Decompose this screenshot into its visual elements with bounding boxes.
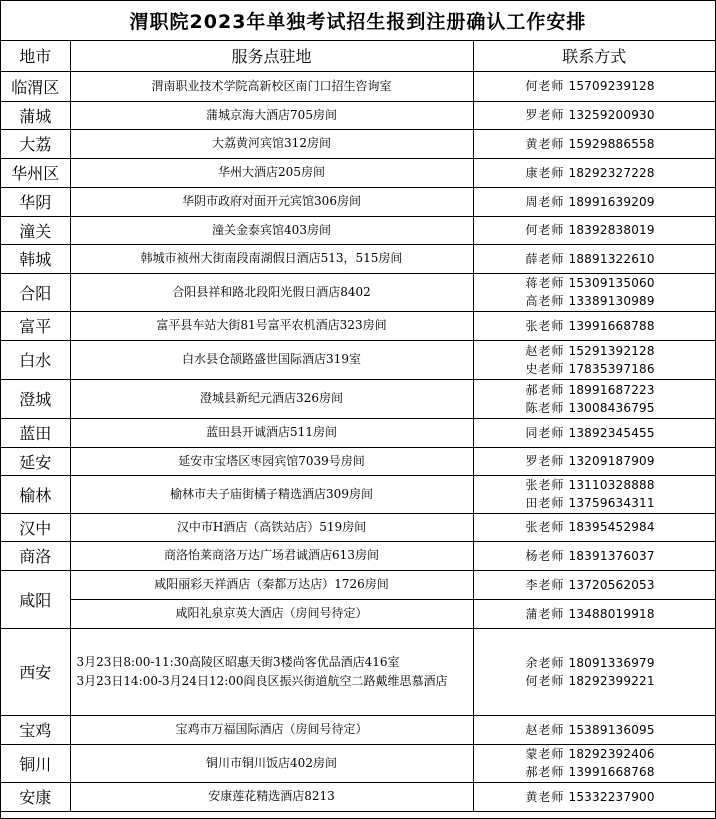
location-cell — [70, 447, 473, 475]
contact-name: 赵老师 — [525, 343, 565, 358]
table-row — [1, 744, 715, 782]
table-row — [1, 570, 715, 599]
location-cell — [70, 158, 473, 187]
contact-line — [526, 547, 716, 565]
schedule-table — [1, 41, 715, 812]
table-row — [1, 311, 715, 340]
table-row — [1, 273, 715, 311]
contact-line — [526, 135, 716, 153]
table-row — [1, 599, 715, 628]
city-cell: 澄城 — [1, 379, 70, 418]
location-cell — [70, 541, 473, 570]
contact-name: 赵老师 — [525, 722, 565, 737]
contact-cell — [473, 71, 715, 101]
contact-phone: 13259200930 — [568, 108, 655, 122]
contact-name: 蒋老师 — [525, 276, 565, 290]
contact-phone: 18292327228 — [568, 165, 655, 180]
contact-cell — [473, 311, 715, 340]
contact-cell — [473, 628, 715, 715]
table-row — [1, 475, 715, 513]
location-line: 渭南职业技术学院高新校区南门口招生咨询室 — [151, 78, 392, 93]
contact-cell — [473, 187, 715, 216]
location-cell — [70, 216, 473, 244]
location-cell — [70, 782, 473, 811]
contact-name: 张老师 — [525, 318, 565, 333]
location-cell — [70, 379, 473, 418]
contact-phone: 15291392128 — [568, 343, 655, 358]
location-line: 韩城市祯州大街南段南湖假日酒店513，515房间 — [140, 251, 403, 265]
location-line: 华州大酒店205房间 — [218, 165, 325, 179]
contact-cell — [473, 101, 715, 129]
contact-line — [526, 164, 716, 182]
location-cell — [70, 340, 473, 379]
contact-line — [526, 342, 716, 360]
location-line: 榆林市夫子庙街橘子精选酒店309房间 — [170, 486, 373, 501]
contact-name: 余老师 — [525, 655, 565, 670]
contact-phone: 13008436795 — [568, 400, 655, 415]
contact-cell — [473, 782, 715, 811]
city-cell: 临渭区 — [1, 71, 70, 101]
contact-phone: 15929886558 — [568, 136, 655, 151]
contact-line — [526, 672, 716, 690]
contact-name: 史老师 — [525, 361, 565, 376]
location-line: 汉中市H酒店（高铁站店）519房间 — [176, 519, 367, 534]
city-cell: 潼关 — [1, 216, 70, 244]
table-row — [1, 541, 715, 570]
contact-name: 何老师 — [525, 673, 565, 688]
contact-phone: 13389130989 — [568, 294, 655, 308]
contact-name: 陈老师 — [525, 400, 565, 415]
contact-cell — [473, 447, 715, 475]
contact-cell — [473, 379, 715, 418]
contact-phone: 15389136095 — [568, 722, 655, 737]
location-cell — [70, 187, 473, 216]
contact-name: 罗老师 — [525, 108, 565, 122]
contact-line — [526, 274, 716, 292]
location-line: 合阳县祥和路北段阳光假日酒店8402 — [172, 284, 371, 299]
contact-line — [526, 381, 716, 399]
contact-line — [526, 576, 716, 594]
contact-phone: 18292399221 — [568, 673, 655, 688]
location-line: 富平县车站大街81号富平农机酒店323房间 — [156, 318, 387, 332]
contact-phone: 13110328888 — [568, 478, 655, 492]
contact-phone: 13759634311 — [568, 496, 655, 510]
contact-cell — [473, 418, 715, 447]
contact-line — [526, 424, 716, 442]
contact-cell — [473, 273, 715, 311]
contact-phone: 18991639209 — [568, 194, 655, 209]
contact-line — [526, 106, 716, 124]
header-location: 服务点驻地 — [70, 41, 473, 71]
contact-line — [526, 193, 716, 211]
table-row — [1, 101, 715, 129]
city-cell: 华阴 — [1, 187, 70, 216]
contact-phone: 17835397186 — [568, 361, 655, 376]
contact-line — [526, 452, 716, 470]
table-row — [1, 216, 715, 244]
contact-phone: 18091336979 — [568, 655, 655, 670]
document-title: 渭职院2023年单独考试招生报到注册确认工作安排 — [1, 1, 715, 41]
table-row — [1, 782, 715, 811]
contact-phone: 13209187909 — [568, 454, 655, 468]
contact-name: 同老师 — [525, 425, 565, 440]
contact-phone: 15709239128 — [568, 79, 655, 93]
contact-line — [526, 399, 716, 417]
contact-name: 张老师 — [525, 478, 565, 492]
contact-name: 黄老师 — [525, 789, 565, 804]
contact-cell — [473, 570, 715, 599]
contact-phone: 18392838019 — [568, 223, 655, 237]
location-line: 铜川市铜川饭店402房间 — [206, 755, 337, 770]
location-line: 安康莲花精选酒店8213 — [208, 789, 335, 803]
contact-phone: 18391376037 — [568, 548, 655, 563]
contact-line — [526, 494, 716, 512]
contact-line — [526, 360, 716, 378]
location-line: 潼关金泰宾馆403房间 — [212, 222, 331, 237]
location-line: 澄城县新纪元酒店326房间 — [200, 391, 343, 405]
city-cell: 华州区 — [1, 158, 70, 187]
contact-phone: 15332237900 — [568, 789, 655, 804]
table-row — [1, 513, 715, 541]
contact-phone: 13892345455 — [568, 425, 655, 440]
location-cell — [70, 475, 473, 513]
location-cell — [70, 513, 473, 541]
location-cell — [70, 418, 473, 447]
header-city: 地市 — [1, 41, 70, 71]
contact-line — [526, 518, 716, 536]
contact-cell — [473, 129, 715, 158]
table-row — [1, 628, 715, 715]
city-cell: 合阳 — [1, 273, 70, 311]
contact-name: 高老师 — [525, 294, 565, 308]
location-cell — [70, 628, 473, 715]
contact-phone: 13991668768 — [568, 765, 655, 779]
header-contact: 联系方式 — [473, 41, 715, 71]
contact-cell — [473, 244, 715, 273]
location-cell: 咸阳礼泉京英大酒店（房间号待定） — [70, 599, 473, 628]
contact-name: 张老师 — [525, 520, 565, 534]
contact-cell — [473, 475, 715, 513]
city-cell: 蒲城 — [1, 101, 70, 129]
table-row — [1, 715, 715, 744]
contact-phone: 13991668788 — [568, 318, 655, 333]
city-cell: 蓝田 — [1, 418, 70, 447]
contact-phone: 18891322610 — [568, 251, 655, 266]
contact-cell — [473, 513, 715, 541]
contact-line — [526, 221, 716, 239]
contact-line — [526, 292, 716, 310]
contact-name: 郝老师 — [525, 765, 565, 779]
contact-name: 郝老师 — [525, 382, 565, 397]
contact-name: 康老师 — [525, 165, 565, 180]
location-cell — [70, 129, 473, 158]
location-cell — [70, 311, 473, 340]
city-cell: 商洛 — [1, 541, 70, 570]
city-cell: 大荔 — [1, 129, 70, 158]
city-cell: 榆林 — [1, 475, 70, 513]
location-cell — [70, 744, 473, 782]
location-cell — [70, 244, 473, 273]
contact-line — [526, 605, 716, 623]
location-line: 宝鸡市万福国际酒店（房间号待定） — [175, 722, 368, 736]
city-cell: 汉中 — [1, 513, 70, 541]
table-row — [1, 158, 715, 187]
location-cell: 咸阳丽彩天祥酒店（秦都万达店）1726房间 — [70, 570, 473, 599]
table-header-row — [1, 41, 715, 71]
contact-cell — [473, 599, 715, 628]
contact-line — [526, 317, 716, 335]
contact-cell — [473, 541, 715, 570]
table-row — [1, 244, 715, 273]
location-cell — [70, 273, 473, 311]
contact-phone: 13720562053 — [568, 577, 655, 592]
location-line: 延安市宝塔区枣园宾馆7039号房间 — [178, 453, 365, 468]
location-cell — [70, 715, 473, 744]
contact-cell — [473, 340, 715, 379]
contact-name: 黄老师 — [525, 136, 565, 151]
location-cell — [70, 101, 473, 129]
contact-name: 何老师 — [525, 79, 565, 93]
contact-name: 蒙老师 — [525, 747, 565, 761]
contact-name: 罗老师 — [525, 454, 565, 468]
table-row — [1, 379, 715, 418]
contact-line — [526, 745, 716, 763]
contact-cell — [473, 158, 715, 187]
table-row — [1, 418, 715, 447]
contact-name: 蒲老师 — [525, 606, 565, 621]
contact-cell — [473, 744, 715, 782]
location-line: 大荔黄河宾馆312房间 — [212, 136, 331, 150]
table-row — [1, 187, 715, 216]
contact-name: 周老师 — [525, 194, 565, 209]
city-cell: 西安 — [1, 628, 70, 715]
table-row — [1, 447, 715, 475]
contact-line — [526, 654, 716, 672]
location-line: 白水县仓颉路盛世国际酒店319室 — [182, 352, 361, 366]
contact-name: 薛老师 — [525, 251, 565, 266]
contact-line — [526, 77, 716, 95]
city-cell: 铜川 — [1, 744, 70, 782]
city-cell: 富平 — [1, 311, 70, 340]
contact-name: 杨老师 — [525, 548, 565, 563]
contact-line — [526, 250, 716, 268]
location-line: 3月23日14:00-3月24日12:00阎良区振兴街道航空二路戴维思慕酒店 — [76, 673, 448, 688]
contact-phone: 18292392406 — [568, 747, 655, 761]
contact-phone: 18991687223 — [568, 382, 655, 397]
location-cell — [70, 71, 473, 101]
contact-line — [526, 476, 716, 494]
contact-line — [526, 763, 716, 781]
city-cell: 安康 — [1, 782, 70, 811]
location-line: 3月23日8:00-11:30高陵区昭惠天街3楼尚客优品酒店416室 — [76, 654, 400, 669]
location-line: 蒲城京海大酒店705房间 — [206, 107, 337, 122]
contact-phone: 15309135060 — [568, 276, 655, 290]
city-cell: 韩城 — [1, 244, 70, 273]
location-line: 商洛怡莱商洛万达广场君诚酒店613房间 — [164, 548, 379, 562]
contact-cell — [473, 715, 715, 744]
city-cell: 咸阳 — [1, 570, 70, 628]
table-row — [1, 340, 715, 379]
contact-cell — [473, 216, 715, 244]
contact-line — [526, 721, 716, 739]
city-cell: 白水 — [1, 340, 70, 379]
city-cell: 宝鸡 — [1, 715, 70, 744]
table-row — [1, 71, 715, 101]
contact-name: 李老师 — [525, 577, 565, 592]
location-line: 华阴市政府对面开元宾馆306房间 — [182, 194, 361, 208]
location-line: 蓝田县开诚酒店511房间 — [206, 425, 337, 439]
contact-line — [526, 788, 716, 806]
contact-name: 何老师 — [525, 223, 565, 237]
table-row — [1, 129, 715, 158]
city-cell: 延安 — [1, 447, 70, 475]
contact-phone: 18395452984 — [568, 520, 655, 534]
contact-phone: 13488019918 — [568, 606, 655, 621]
contact-name: 田老师 — [525, 496, 565, 510]
